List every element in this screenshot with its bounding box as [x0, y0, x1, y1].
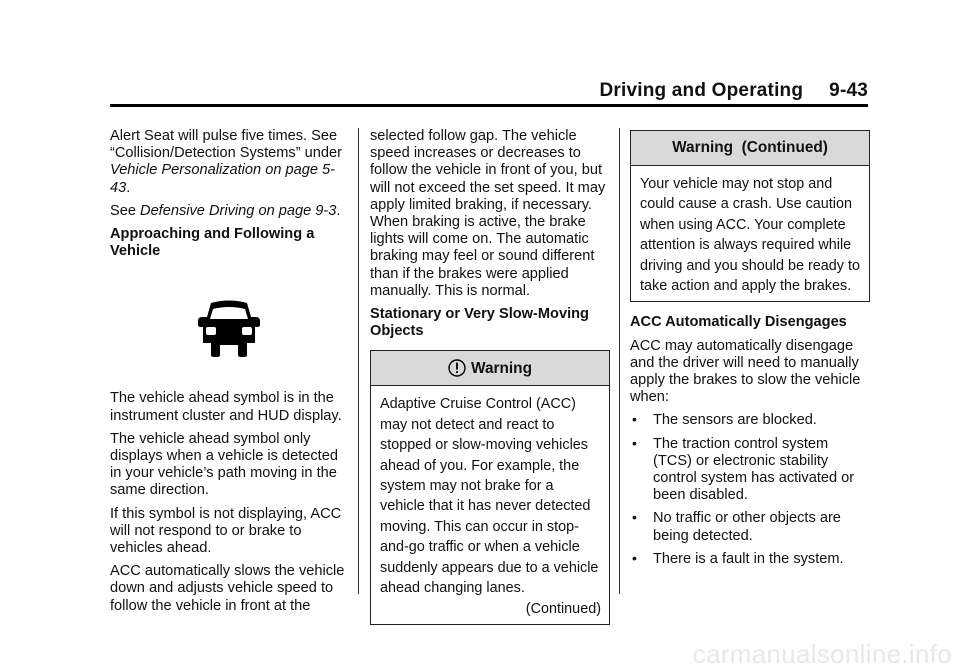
list-item-text: No traffic or other objects are being detected. — [653, 510, 841, 544]
bullet-icon: • — [632, 411, 637, 428]
warning-text: Adaptive Cruise Control (ACC) may not detect and react to stopped or slow-moving vehicles ahead of you. For example, the system may not brake for a vehicle that it has never detected moving. This can occur in stop-and-go traffic or when a vehicle suddenly appears due to a vehicle ahead changing lanes. — [380, 396, 599, 597]
bullet-list — [630, 412, 870, 568]
page-header — [110, 80, 868, 104]
column-right — [630, 128, 870, 574]
list-item — [630, 436, 870, 505]
column-divider — [358, 128, 359, 594]
paragraph: If this symbol is not displaying, ACC will not respond to or brake to vehicles ahead. — [110, 505, 342, 557]
page-number: 9-43 — [829, 80, 868, 101]
cross-reference-link[interactable]: Vehicle Personalization on page 5-43 — [110, 162, 335, 196]
bullet-icon: • — [632, 509, 637, 526]
list-item — [630, 551, 870, 568]
bullet-icon: • — [632, 434, 637, 451]
warning-box — [370, 350, 610, 624]
list-item-text: There is a fault in the system. — [653, 550, 844, 567]
warning-title: Warning — [471, 359, 532, 377]
column-divider — [619, 128, 620, 594]
paragraph — [110, 128, 348, 197]
bullet-icon: • — [632, 549, 637, 566]
section-title: Driving and Operating — [599, 80, 804, 101]
vehicle-ahead-icon — [110, 266, 348, 390]
paragraph: The vehicle ahead symbol is in the instrument cluster and HUD display. — [110, 390, 342, 424]
paragraph: The vehicle ahead symbol only displays when a vehicle is detected in your vehicle’s path moving in the same direction. — [110, 430, 338, 499]
text: . — [126, 179, 131, 196]
warning-symbol-icon — [448, 359, 466, 377]
list-item-text: The sensors are blocked. — [653, 412, 817, 429]
continued-label: (Continued) — [525, 600, 601, 617]
text: . — [336, 202, 341, 219]
warning-title-bar — [631, 131, 869, 166]
column-middle — [370, 128, 610, 637]
list-item-text: The traction control system (TCS) or electronic stability control system has activated or been disabled. — [653, 435, 855, 504]
list-item — [630, 412, 870, 429]
section-heading: ACC Automatically Disengages — [630, 314, 847, 331]
cross-reference-link[interactable]: Defensive Driving on page 9-3 — [140, 202, 337, 219]
warning-text: Your vehicle may not stop and could cause a crash. Use caution when using ACC. Your complete attention is always required while driving and you should be ready to take action and apply the brakes. — [640, 176, 861, 295]
section-heading: Stationary or Very Slow-Moving Objects — [370, 306, 589, 340]
warning-box-continued — [630, 130, 870, 302]
watermark: carmanualsonline.info — [692, 639, 952, 669]
text: See — [110, 202, 141, 219]
warning-title-bar — [371, 351, 609, 386]
list-item — [630, 510, 870, 544]
header-rule — [110, 104, 868, 107]
paragraph: selected follow gap. The vehicle speed increases or decreases to follow the vehicle in front of you, but will not exceed the set speed. It may apply limited braking, if necessary. When braking is active, the brake lights will come on. The automatic braking may feel or sound different than if the brakes were applied manually. This is normal. — [370, 128, 606, 299]
warning-title: Warning (Continued) — [672, 139, 828, 157]
text: Alert Seat will pulse five times. See “Collision/Detection Systems” under — [110, 128, 342, 162]
warning-body — [371, 386, 609, 623]
paragraph — [110, 203, 348, 220]
column-left — [110, 128, 348, 621]
warning-body — [631, 166, 869, 301]
paragraph: ACC automatically slows the vehicle down and adjusts vehicle speed to follow the vehicle in front at the — [110, 563, 345, 614]
paragraph: ACC may automatically disengage and the driver will need to manually apply the brakes to slow the vehicle when: — [630, 337, 861, 406]
section-heading: Approaching and Following a Vehicle — [110, 226, 315, 260]
